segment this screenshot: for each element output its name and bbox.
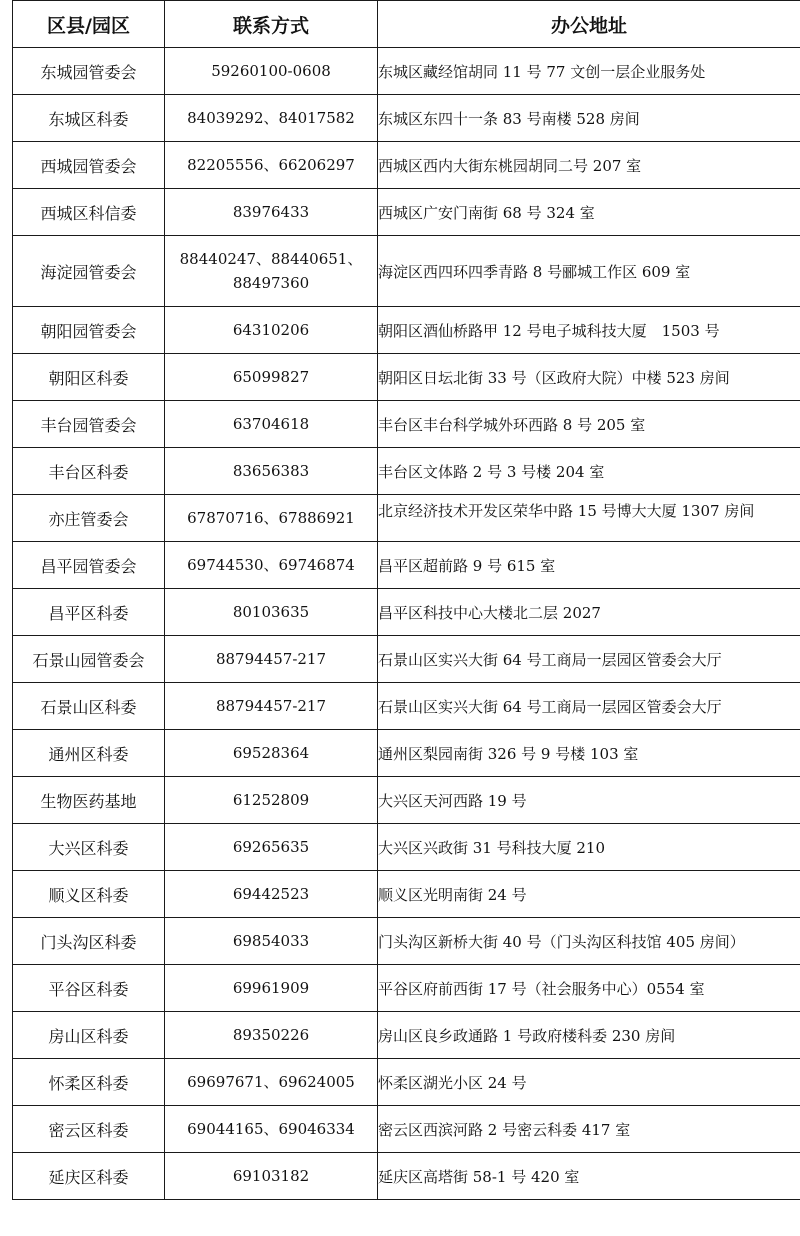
cell-address: 昌平区科技中心大楼北二层 2027 bbox=[378, 589, 800, 636]
cell-district: 怀柔区科委 bbox=[13, 1059, 165, 1106]
cell-address-text: 北京经济技术开发区荣华中路 15 号博大大厦 1307 房间 bbox=[378, 502, 755, 520]
cell-phone: 69697671、69624005 bbox=[165, 1059, 378, 1106]
cell-phone: 63704618 bbox=[165, 401, 378, 448]
table-row bbox=[13, 142, 800, 189]
cell-phone: 69961909 bbox=[165, 965, 378, 1012]
table-row bbox=[13, 307, 800, 354]
cell-district: 海淀园管委会 bbox=[13, 236, 165, 307]
cell-district: 亦庄管委会 bbox=[13, 495, 165, 542]
cell-address: 密云区西滨河路 2 号密云科委 417 室 bbox=[378, 1106, 800, 1153]
cell-phone: 59260100-0608 bbox=[165, 48, 378, 95]
table-row bbox=[13, 401, 800, 448]
cell-phone: 61252809 bbox=[165, 777, 378, 824]
contact-table bbox=[12, 0, 800, 1200]
cell-district: 丰台园管委会 bbox=[13, 401, 165, 448]
cell-address: 平谷区府前西街 17 号（社会服务中心）0554 室 bbox=[378, 965, 800, 1012]
cell-district: 西城区科信委 bbox=[13, 189, 165, 236]
cell-district: 顺义区科委 bbox=[13, 871, 165, 918]
cell-phone: 88794457-217 bbox=[165, 683, 378, 730]
table-row bbox=[13, 589, 800, 636]
table-row bbox=[13, 542, 800, 589]
cell-district: 昌平区科委 bbox=[13, 589, 165, 636]
table-row bbox=[13, 965, 800, 1012]
cell-address: 延庆区高塔街 58-1 号 420 室 bbox=[378, 1153, 800, 1200]
cell-address: 朝阳区酒仙桥路甲 12 号电子城科技大厦 1503 号 bbox=[378, 307, 800, 354]
table-header-row bbox=[13, 1, 800, 48]
cell-phone: 69528364 bbox=[165, 730, 378, 777]
cell-address: 门头沟区新桥大街 40 号（门头沟区科技馆 405 房间） bbox=[378, 918, 800, 965]
table-row bbox=[13, 730, 800, 777]
table-row bbox=[13, 1153, 800, 1200]
cell-address: 朝阳区日坛北街 33 号（区政府大院）中楼 523 房间 bbox=[378, 354, 800, 401]
cell-address: 昌平区超前路 9 号 615 室 bbox=[378, 542, 800, 589]
cell-phone: 82205556、66206297 bbox=[165, 142, 378, 189]
cell-phone: 83976433 bbox=[165, 189, 378, 236]
cell-district: 东城区科委 bbox=[13, 95, 165, 142]
cell-phone: 88440247、88440651、88497360 bbox=[165, 236, 378, 307]
cell-phone: 69265635 bbox=[165, 824, 378, 871]
cell-phone: 67870716、67886921 bbox=[165, 495, 378, 542]
cell-district: 门头沟区科委 bbox=[13, 918, 165, 965]
cell-district: 房山区科委 bbox=[13, 1012, 165, 1059]
cell-district: 石景山园管委会 bbox=[13, 636, 165, 683]
cell-address: 东城区藏经馆胡同 11 号 77 文创一层企业服务处 bbox=[378, 48, 800, 95]
cell-district: 石景山区科委 bbox=[13, 683, 165, 730]
cell-address: 大兴区天河西路 19 号 bbox=[378, 777, 800, 824]
cell-district: 朝阳区科委 bbox=[13, 354, 165, 401]
cell-district: 昌平园管委会 bbox=[13, 542, 165, 589]
cell-district: 通州区科委 bbox=[13, 730, 165, 777]
cell-phone: 65099827 bbox=[165, 354, 378, 401]
table-row bbox=[13, 1106, 800, 1153]
cell-phone: 84039292、84017582 bbox=[165, 95, 378, 142]
cell-address: 顺义区光明南街 24 号 bbox=[378, 871, 800, 918]
table-row bbox=[13, 1012, 800, 1059]
cell-address: 大兴区兴政街 31 号科技大厦 210 bbox=[378, 824, 800, 871]
table-row bbox=[13, 189, 800, 236]
table-row bbox=[13, 777, 800, 824]
cell-district: 大兴区科委 bbox=[13, 824, 165, 871]
cell-phone: 69744530、69746874 bbox=[165, 542, 378, 589]
cell-phone: 89350226 bbox=[165, 1012, 378, 1059]
cell-district: 延庆区科委 bbox=[13, 1153, 165, 1200]
cell-address: 通州区梨园南街 326 号 9 号楼 103 室 bbox=[378, 730, 800, 777]
table-row bbox=[13, 636, 800, 683]
cell-address: 东城区东四十一条 83 号南楼 528 房间 bbox=[378, 95, 800, 142]
cell-district: 生物医药基地 bbox=[13, 777, 165, 824]
cell-address: 丰台区丰台科学城外环西路 8 号 205 室 bbox=[378, 401, 800, 448]
table-row bbox=[13, 683, 800, 730]
cell-phone: 69044165、69046334 bbox=[165, 1106, 378, 1153]
cell-address: 石景山区实兴大街 64 号工商局一层园区管委会大厅 bbox=[378, 683, 800, 730]
cell-phone: 83656383 bbox=[165, 448, 378, 495]
cell-phone: 64310206 bbox=[165, 307, 378, 354]
cell-address: 房山区良乡政通路 1 号政府楼科委 230 房间 bbox=[378, 1012, 800, 1059]
header-district: 区县/园区 bbox=[13, 1, 165, 48]
cell-district: 平谷区科委 bbox=[13, 965, 165, 1012]
table-row bbox=[13, 354, 800, 401]
cell-phone: 69854033 bbox=[165, 918, 378, 965]
cell-district: 丰台区科委 bbox=[13, 448, 165, 495]
cell-district: 西城园管委会 bbox=[13, 142, 165, 189]
table-row bbox=[13, 495, 800, 542]
table-row bbox=[13, 448, 800, 495]
cell-district: 密云区科委 bbox=[13, 1106, 165, 1153]
cell-phone: 88794457-217 bbox=[165, 636, 378, 683]
cell-district: 东城园管委会 bbox=[13, 48, 165, 95]
cell-address bbox=[378, 495, 800, 542]
table-row bbox=[13, 1059, 800, 1106]
header-address: 办公地址 bbox=[378, 1, 800, 48]
table-row bbox=[13, 236, 800, 307]
cell-address: 西城区西内大街东桃园胡同二号 207 室 bbox=[378, 142, 800, 189]
cell-address: 海淀区西四环四季青路 8 号郦城工作区 609 室 bbox=[378, 236, 800, 307]
cell-phone: 69442523 bbox=[165, 871, 378, 918]
cell-phone: 80103635 bbox=[165, 589, 378, 636]
table-row bbox=[13, 824, 800, 871]
cell-address: 丰台区文体路 2 号 3 号楼 204 室 bbox=[378, 448, 800, 495]
table-row bbox=[13, 871, 800, 918]
cell-district: 朝阳园管委会 bbox=[13, 307, 165, 354]
table-row bbox=[13, 918, 800, 965]
table-row bbox=[13, 48, 800, 95]
table-row bbox=[13, 95, 800, 142]
cell-phone: 69103182 bbox=[165, 1153, 378, 1200]
header-contact: 联系方式 bbox=[165, 1, 378, 48]
cell-address: 西城区广安门南街 68 号 324 室 bbox=[378, 189, 800, 236]
cell-address: 怀柔区湖光小区 24 号 bbox=[378, 1059, 800, 1106]
cell-address: 石景山区实兴大街 64 号工商局一层园区管委会大厅 bbox=[378, 636, 800, 683]
